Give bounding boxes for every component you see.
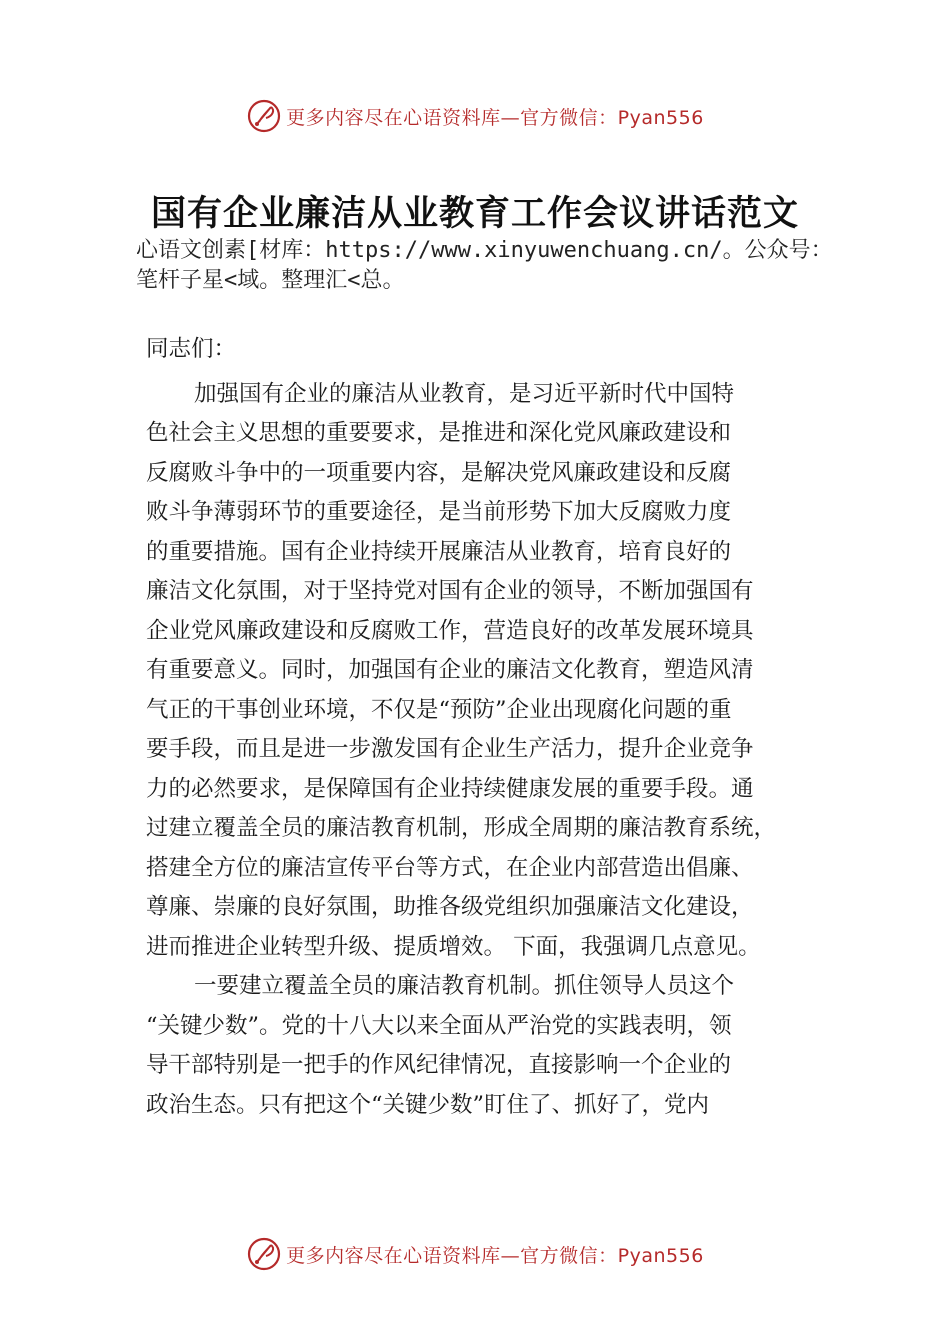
paragraph-line: 一要建立覆盖全员的廉洁教育机制。抓住领导人员这个 <box>194 973 735 999</box>
paragraph-line: 过建立覆盖全员的廉洁教育机制，形成全周期的廉洁教育系统， <box>146 815 777 841</box>
paragraph-line: 要手段，而且是进一步激发国有企业生产活力，提升企业竞争 <box>146 736 754 762</box>
paragraph-line: 的重要措施。国有企业持续开展廉洁从业教育，培育良好的 <box>146 538 732 565</box>
paragraph-line: 色社会主义思想的重要要求，是推进和深化党风廉政建设和 <box>146 420 732 446</box>
paragraph-line: 导干部特别是一把手的作风纪律情况，直接影响一个企业的 <box>146 1052 732 1078</box>
paragraph-line: 有重要意义。同时，加强国有企业的廉洁文化教育，塑造风清 <box>146 657 754 683</box>
paragraph-line: 尊廉、崇廉的良好氛围，助推各级党组织加强廉洁文化建设， <box>146 894 754 920</box>
watermark-banner-top <box>0 96 950 136</box>
paragraph-line: 气正的干事创业环境，不仅是“预防”企业出现腐化问题的重 <box>146 696 732 723</box>
paragraph-line: 加强国有企业的廉洁从业教育，是习近平新时代中国特 <box>194 380 735 407</box>
paragraph-line: 进而推进企业转型升级、提质增效。 下面，我强调几点意见。 <box>146 933 761 960</box>
salutation: 同志们： <box>146 336 237 362</box>
paragraph-line: 反腐败斗争中的一项重要内容，是解决党风廉政建设和反腐 <box>146 459 732 486</box>
paragraph-line: 力的必然要求，是保障国有企业持续健康发展的重要手段。通 <box>146 775 754 802</box>
watermark-text: 更多内容尽在心语资料库—官方微信：Pyan556 <box>286 106 704 129</box>
source-note <box>136 236 856 296</box>
quill-seal-icon <box>246 1236 282 1272</box>
paragraph-line: “关键少数”。党的十八大以来全面从严治党的实践表明，领 <box>146 1012 732 1039</box>
watermark-banner-bottom <box>0 1234 950 1274</box>
watermark-text: 更多内容尽在心语资料库—官方微信：Pyan556 <box>286 1244 704 1267</box>
paragraph-line: 廉洁文化氛围，对于坚持党对国有企业的领导，不断加强国有 <box>146 578 754 604</box>
source-line: 笔杆子星<域。整理汇<总。 <box>136 268 405 293</box>
paragraph-line: 政治生态。只有把这个“关键少数”盯住了、抓好了，党内 <box>146 1091 710 1118</box>
document-title: 国有企业廉洁从业教育工作会议讲话范文 <box>150 193 799 234</box>
document-body <box>146 330 836 1125</box>
paragraph-line: 败斗争薄弱环节的重要途径，是当前形势下加大反腐败力度 <box>146 499 732 525</box>
quill-seal-icon <box>246 98 282 134</box>
source-line: 心语文创素[材库：https://www.xinyuwenchuang.cn/。公众号： <box>136 238 833 263</box>
paragraph-line: 搭建全方位的廉洁宣传平台等方式，在企业内部营造出倡廉、 <box>146 854 754 881</box>
paragraph-line: 企业党风廉政建设和反腐败工作，营造良好的改革发展环境具 <box>146 617 754 644</box>
